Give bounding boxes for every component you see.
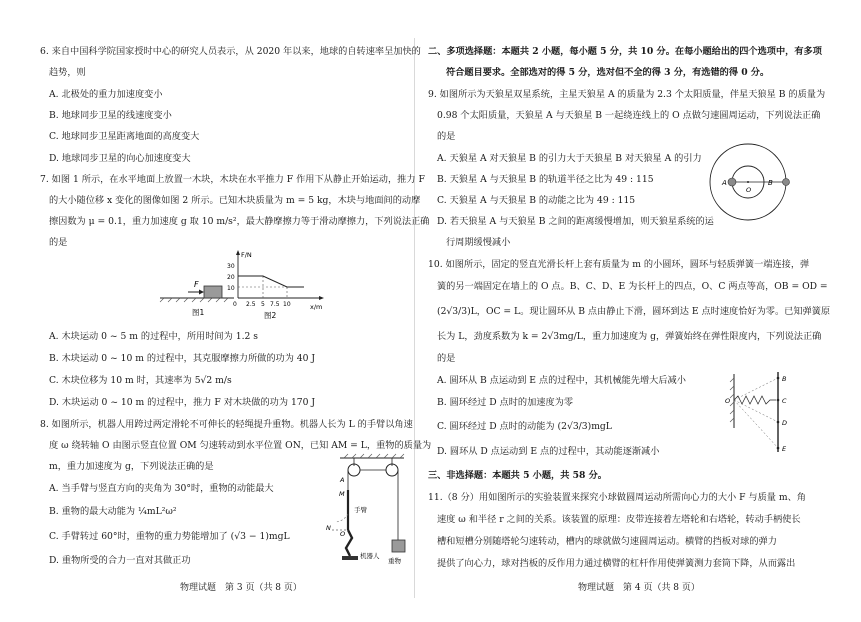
q7-fig2-xtick-0: 0 (233, 301, 237, 308)
column-divider (414, 38, 415, 598)
q7-fig2-ytick-10: 10 (227, 285, 235, 292)
q11-line4: 提供了向心力，球对挡板的反作用力通过横臂的杠杆作用使弹簧测力套筒下降，从而露出 (437, 558, 796, 569)
q9-option-b: B. 天狼星 A 与天狼星 B 的轨道半径之比为 49 : 115 (437, 174, 654, 185)
q6-option-a: A. 北极处的重力加速度变小 (49, 89, 163, 100)
q10-stem-line4: 长为 L，劲度系数为 k = 2√3mg/L，重力加速度为 g，弹簧始终在弹性限度内，下列说法正确 (437, 331, 822, 342)
q8-stem-line2: 度 ω 绕转轴 O 由图示竖直位置 OM 匀速转动到水平位置 ON，已知 AM = L，重物的质量为 (49, 440, 432, 451)
q7-stem-line4: 的是 (49, 237, 68, 248)
q9-stem-line3: 的是 (437, 131, 456, 142)
q9-fig-label-b: B (768, 179, 773, 187)
q7-fig2-ytick-20: 20 (227, 274, 235, 281)
q7-option-a: A. 木块运动 0 ~ 5 m 的过程中，所用时间为 1.2 s (49, 331, 258, 342)
q8-fig-weight-label: 重物 (388, 557, 401, 565)
q10-stem-line1: 10. 如图所示，固定的竖直光滑长杆上套有质量为 m 的小圆环，圆环与轻质弹簧一端连接，弹 (428, 259, 810, 270)
q8-option-c: C. 手臂转过 60°时，重物的重力势能增加了 (√3 − 1)mgL (49, 531, 290, 542)
q8-fig-robot-label: 机器人 (360, 552, 380, 560)
q10-fig-label-o: O (725, 397, 731, 405)
q9-fig-label-a: A (722, 179, 727, 187)
q8-fig-label-m: M (339, 490, 345, 498)
q9-option-a: A. 天狼星 A 对天狼星 B 的引力大于天狼星 B 对天狼星 A 的引力 (437, 153, 702, 164)
q6-stem-line2: 趋势，则 (49, 67, 86, 78)
q7-stem-line2: 的大小随位移 x 变化的图像如图 2 所示。已知木块质量为 m = 5 kg，木块与地面间的动摩 (49, 195, 421, 206)
q7-stem-line1: 7. 如图 1 所示，在水平地面上放置一木块，木块在水平推力 F 作用下从静止开始运动，推力 F (40, 174, 425, 185)
q8-fig-label-n: N (326, 524, 331, 532)
q7-fig1-caption: 图1 (192, 308, 205, 317)
q8-figure (302, 452, 412, 567)
q9-option-d-line1: D. 若天狼星 A 与天狼星 B 之间的距离缓慢增加，则天狼星系统的运 (437, 216, 714, 227)
q8-stem-line1: 8. 如图所示，机器人用跨过两定滑轮不可伸长的轻绳提升重物。机器人长为 L 的手臂以角速 (40, 419, 413, 430)
q7-fig2-xtick-10: 10 (283, 301, 291, 308)
q10-fig-label-d: D (782, 419, 788, 427)
q7-figure2 (214, 248, 334, 320)
q8-option-a: A. 当手臂与竖直方向的夹角为 30°时，重物的动能最大 (49, 483, 274, 494)
q7-fig2-xtick-7-5: 7.5 (270, 301, 280, 308)
q9-stem-line1: 9. 如图所示为天狼星双星系统，主星天狼星 A 的质量为 2.3 个太阳质量，伴星天狼星 B 的质量为 (428, 89, 826, 100)
q9-fig-label-o: O (746, 186, 752, 194)
section2-title-line2: 符合题目要求。全部选对的得 5 分，选对但不全的得 3 分，有选错的得 0 分。 (446, 67, 770, 78)
left-page-footer: 物理试题 第 3 页（共 8 页） (180, 583, 302, 593)
q7-fig2-caption: 图2 (264, 311, 277, 320)
section2-title-line1: 二、多项选择题：本题共 2 小题，每小题 5 分，共 10 分。在每小题给出的四个选项中，有多项 (428, 46, 822, 57)
q10-option-a: A. 圆环从 B 点运动到 E 点的过程中，其机械能先增大后减小 (437, 375, 686, 386)
q6-stem-line1: 6. 来自中国科学院国家授时中心的研究人员表示，从 2020 年以来，地球的自转速率呈加快的 (40, 46, 421, 57)
q9-option-c: C. 天狼星 A 与天狼星 B 的动能之比为 49 : 115 (437, 195, 636, 206)
q10-option-b: B. 圆环经过 D 点时的加速度为零 (437, 397, 574, 408)
q11-line3: 槽和短槽分别随塔轮匀速转动，槽内的球就做匀速圆周运动。横臂的挡板对球的弹力 (437, 536, 777, 547)
q8-option-b: B. 重物的最大动能为 ¼mL²ω² (49, 506, 177, 517)
q7-option-d: D. 木块运动 0 ~ 10 m 的过程中，推力 F 对木块做的功为 170 J (49, 397, 316, 408)
right-column (428, 0, 831, 622)
q7-fig2-xlabel: x/m (310, 303, 323, 311)
q7-fig2-xtick-2-5: 2.5 (246, 301, 256, 308)
q8-fig-label-a: A (340, 476, 345, 484)
q7-fig2-ytick-30: 30 (227, 263, 235, 270)
q7-option-b: B. 木块运动 0 ~ 10 m 的过程中，其克服摩擦力所做的功为 40 J (49, 353, 316, 364)
q6-option-c: C. 地球同步卫星距离地面的高度变大 (49, 131, 200, 142)
q7-fig2-xtick-5: 5 (261, 301, 265, 308)
q10-stem-line3: (2√3/3)L，OC = L。现让圆环从 B 点由静止下滑，圆环到达 E 点时速度恰好为零。已知弹簧原 (437, 306, 831, 317)
q6-option-b: B. 地球同步卫星的线速度变小 (49, 110, 172, 121)
right-page-footer: 物理试题 第 4 页（共 8 页） (578, 583, 700, 593)
q10-option-d: D. 圆环从 D 点运动到 E 点的过程中，其动能逐渐减小 (437, 446, 660, 457)
q8-fig-label-o: O (340, 530, 346, 538)
section3-title: 三、非选择题：本题共 5 小题，共 58 分。 (428, 470, 607, 481)
q10-fig-label-e: E (782, 445, 787, 453)
q8-option-d: D. 重物所受的合力一直对其做正功 (49, 555, 191, 566)
q10-stem-line5: 的是 (437, 353, 456, 364)
q8-fig-arm-label: 手臂 (354, 506, 367, 514)
q10-fig-label-b: B (782, 375, 787, 383)
q9-option-d-line2: 行周期缓慢减小 (446, 237, 511, 248)
q7-fig2-ylabel: F/N (241, 251, 252, 259)
q10-fig-label-c: C (782, 397, 787, 405)
left-column (40, 0, 432, 622)
q7-option-c: C. 木块位移为 10 m 时，其速率为 5√2 m/s (49, 375, 232, 386)
q10-option-c: C. 圆环经过 D 点时的动能为 (2√3/3)mgL (437, 421, 612, 432)
q9-stem-line2: 0.98 个太阳质量，天狼星 A 与天狼星 B 一起绕连线上的 O 点做匀速圆周运动，下列说法正确 (437, 110, 821, 121)
q9-figure (698, 140, 798, 224)
q11-line1: 11.（8 分）用如图所示的实验装置来探究小球做圆周运动所需向心力的大小 F 与质量 m、角 (428, 492, 806, 503)
q10-figure (724, 368, 804, 454)
q6-option-d: D. 地球同步卫星的向心加速度变大 (49, 153, 191, 164)
q8-stem-line3: m，重力加速度为 g，下列说法正确的是 (49, 461, 214, 472)
q10-stem-line2: 簧的另一端固定在墙上的 O 点。B、C、D、E 为长杆上的四点，O、C 两点等高，OB = OD = (437, 281, 828, 292)
q11-line2: 速度 ω 和半径 r 之间的关系。该装置的原理：皮带连接着左塔轮和右塔轮，转动手柄使长 (437, 514, 801, 525)
q7-fig1-force-label: F (194, 280, 199, 289)
q7-stem-line3: 擦因数为 μ = 0.1，重力加速度 g 取 10 m/s²，最大静摩擦力等于滑动摩擦力，下列说法正确 (49, 216, 430, 227)
